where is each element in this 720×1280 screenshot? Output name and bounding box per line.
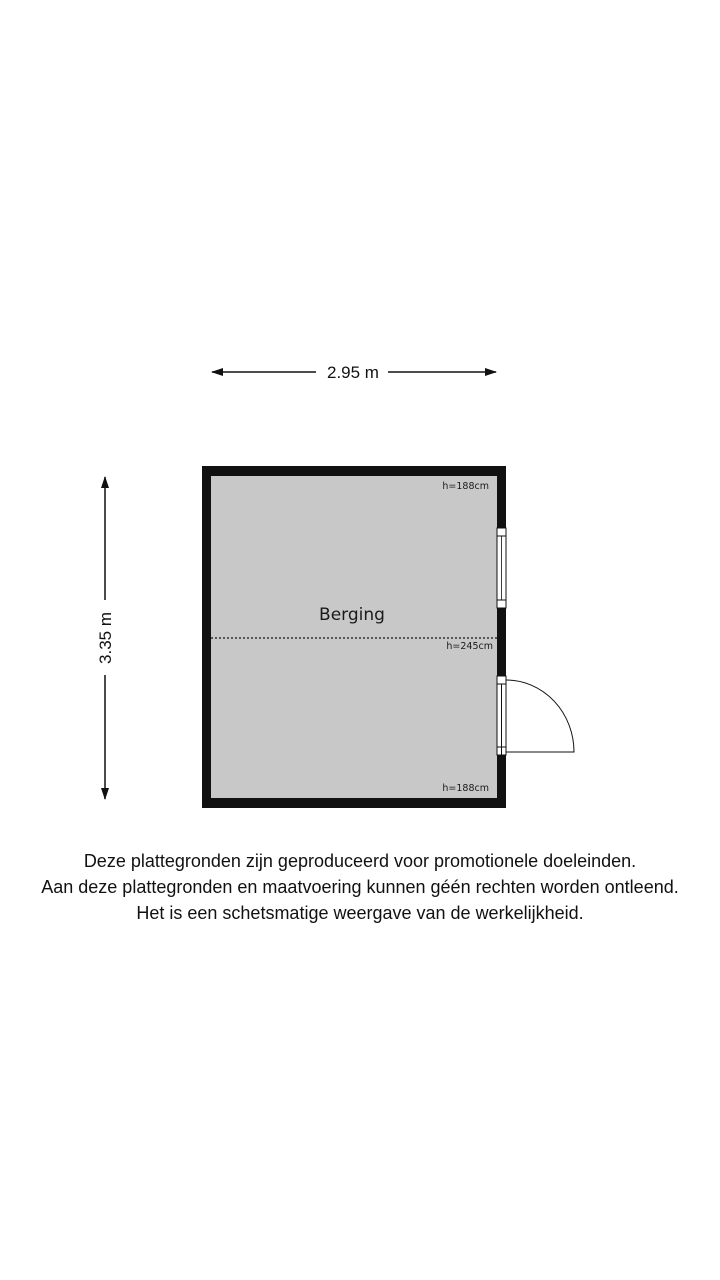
disclaimer-line-3: Het is een schetsmatige weergave van de werkelijkheid. bbox=[136, 903, 584, 923]
depth-dimension-label: 3.35 m bbox=[96, 612, 115, 664]
window bbox=[497, 528, 506, 608]
disclaimer bbox=[0, 848, 720, 926]
window-cap-bottom bbox=[497, 600, 506, 608]
door bbox=[497, 676, 574, 755]
wall-left bbox=[202, 466, 211, 808]
width-dimension bbox=[212, 363, 496, 382]
disclaimer-line-1: Deze plattegronden zijn geproduceerd voor promotionele doeleinden. bbox=[83, 851, 637, 871]
height-label-top: h=188cm bbox=[442, 481, 489, 492]
wall-right-segment-1 bbox=[497, 466, 506, 528]
wall-top bbox=[202, 466, 506, 476]
height-label-bottom: h=188cm bbox=[442, 783, 489, 794]
room-name-label: Berging bbox=[319, 605, 385, 625]
room-floor bbox=[211, 476, 497, 798]
door-swing-arc bbox=[506, 680, 574, 752]
wall-right-segment-3 bbox=[497, 755, 506, 808]
depth-dimension bbox=[96, 477, 115, 799]
window-cap-top bbox=[497, 528, 506, 536]
width-dimension-label: 2.95 m bbox=[327, 363, 379, 382]
wall-right-segment-2 bbox=[497, 608, 506, 676]
door-jamb-top bbox=[497, 676, 506, 684]
disclaimer-line-2: Aan deze plattegronden en maatvoering kunnen géén rechten worden ontleend. bbox=[41, 877, 679, 897]
wall-bottom bbox=[202, 798, 506, 808]
height-label-ridge: h=245cm bbox=[446, 641, 493, 652]
